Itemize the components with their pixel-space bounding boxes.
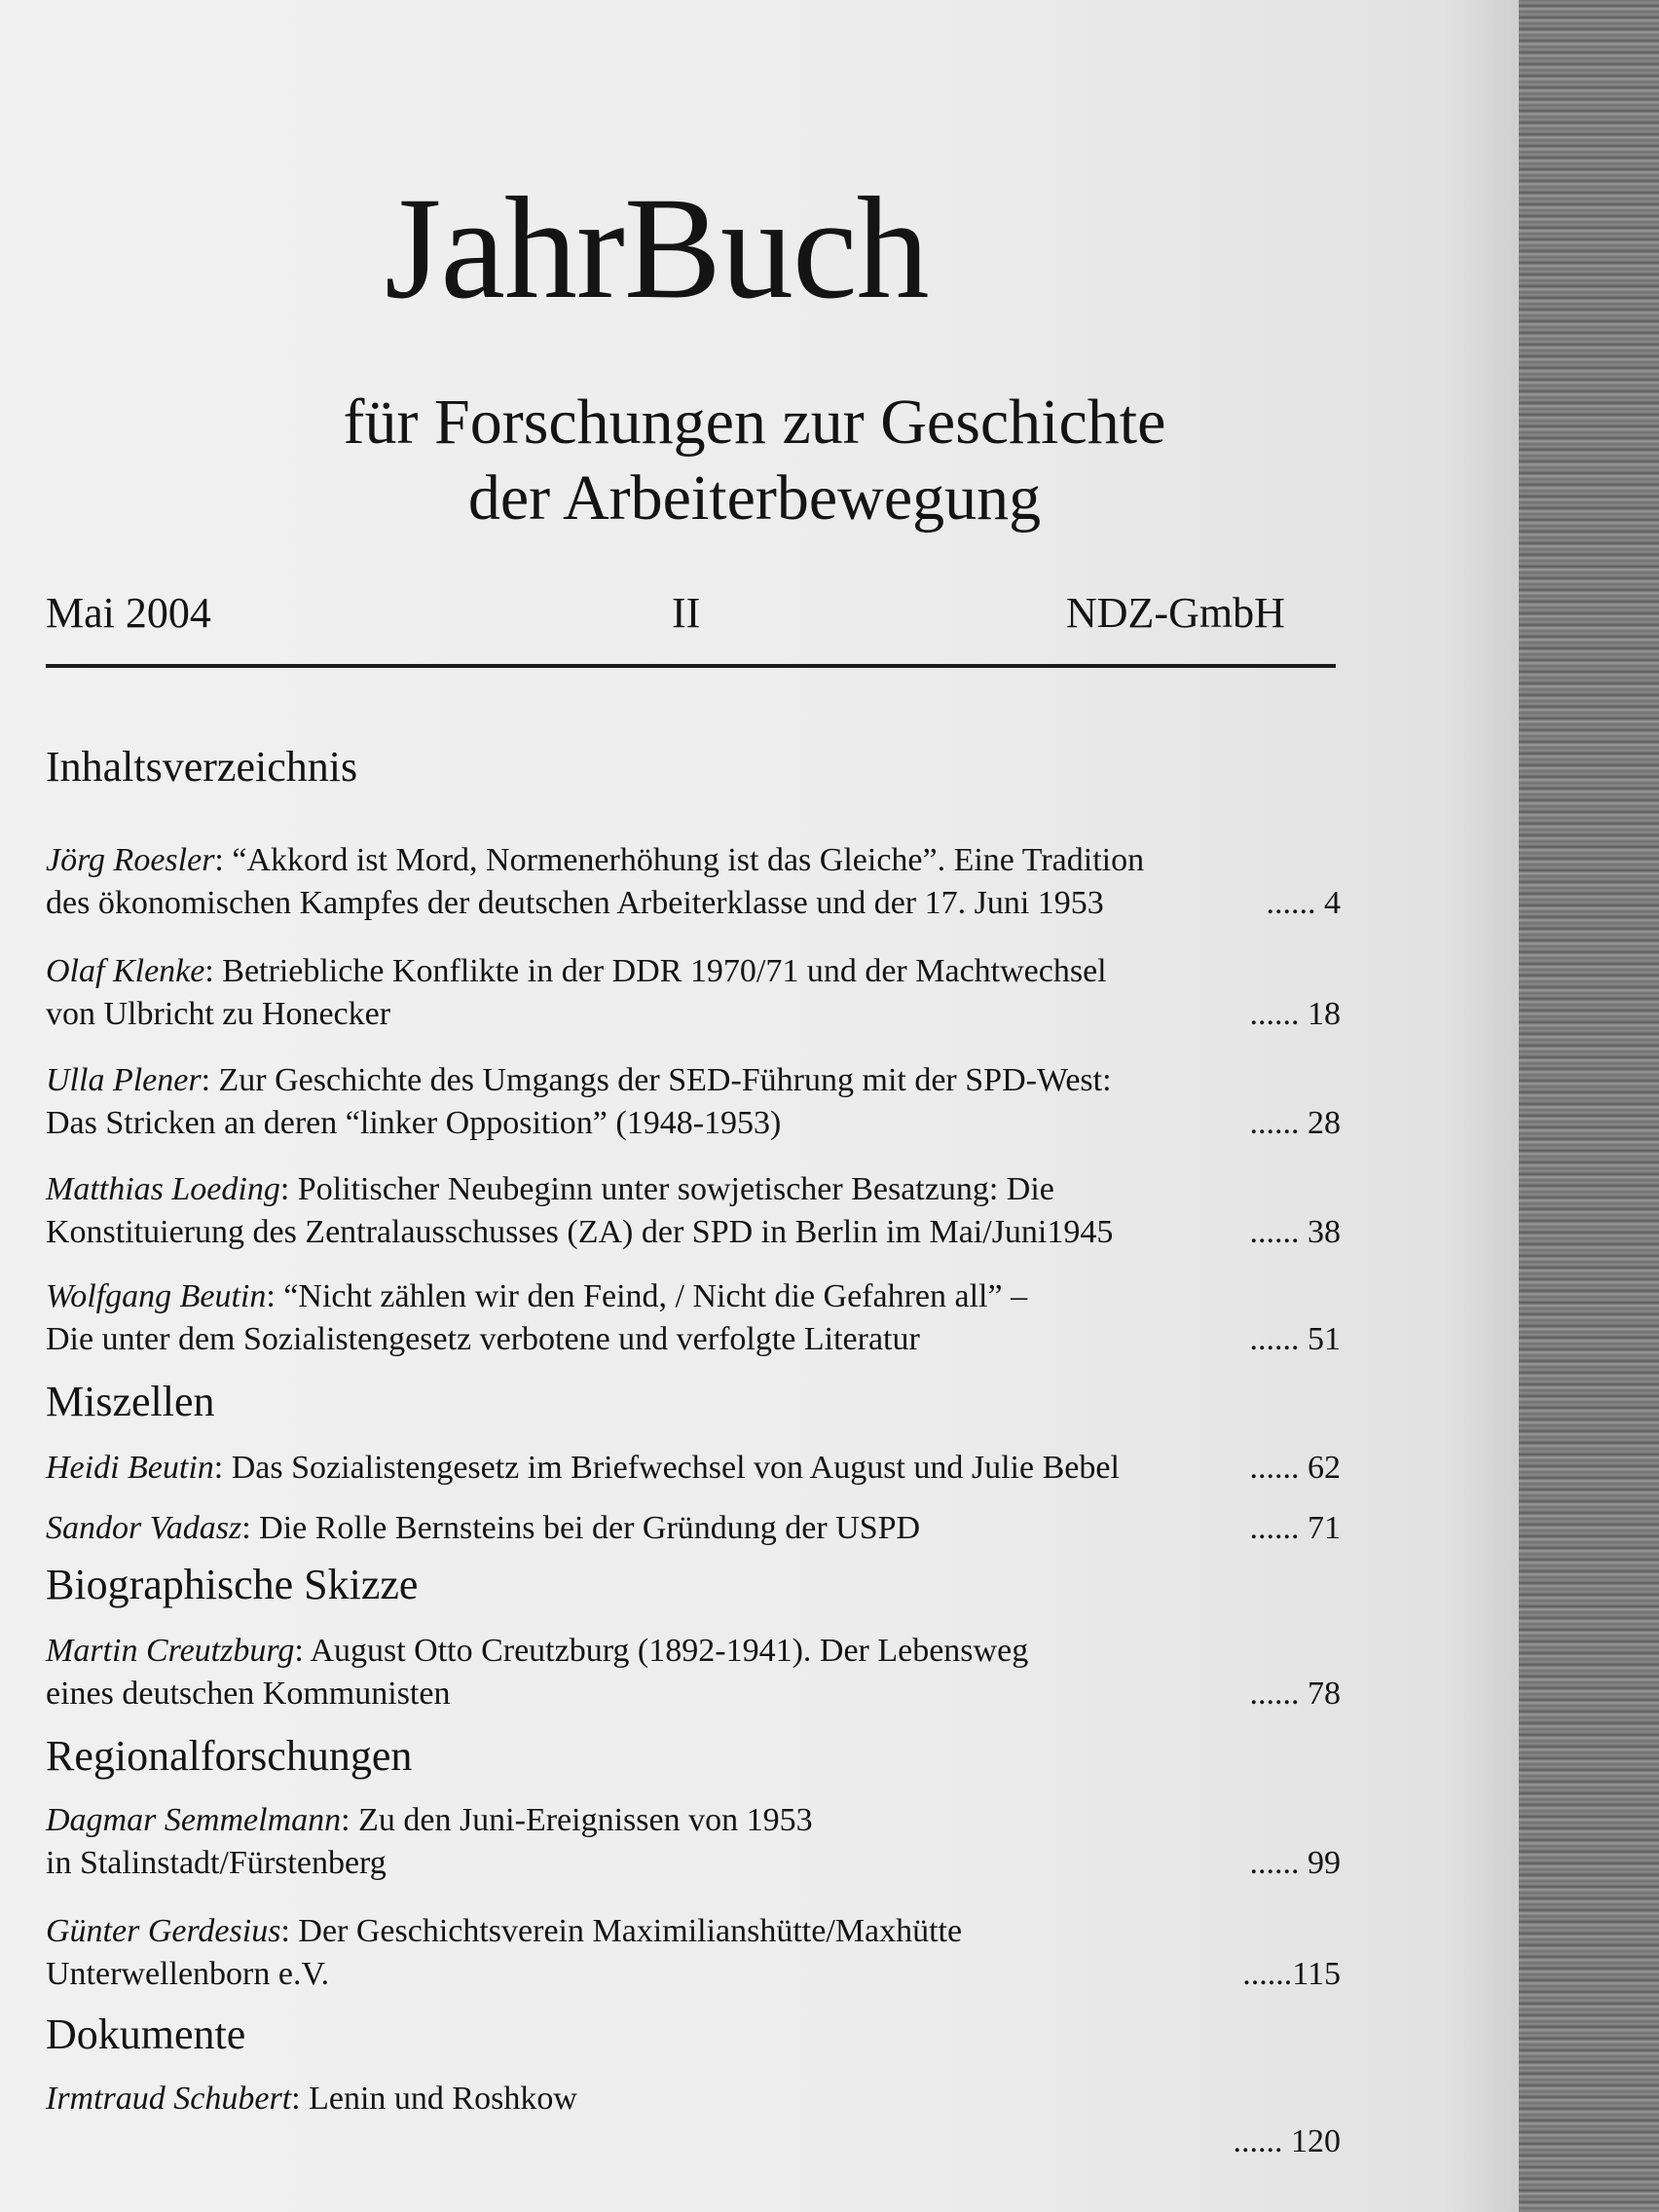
toc-heading: Inhaltsverzeichnis	[46, 743, 358, 791]
toc-entry[interactable]	[46, 839, 1341, 925]
entry-author: Günter Gerdesius	[46, 1913, 281, 1949]
entry-author: Wolfgang Beutin	[46, 1278, 267, 1314]
subtitle-line-2: der Arbeiterbewegung	[467, 462, 1042, 534]
entry-title: : “Akkord ist Mord, Normenerhöhung ist das Gleiche”. Eine Tradition	[214, 842, 1145, 878]
publisher: NDZ-GmbH	[1066, 589, 1285, 637]
entry-page: ...... 71	[1249, 1510, 1341, 1546]
entry-page: ...... 18	[1249, 996, 1341, 1032]
entry-author: Dagmar Semmelmann	[46, 1802, 342, 1838]
entry-author: Matthias Loeding	[46, 1171, 280, 1207]
header-rule	[46, 664, 1336, 668]
entry-page: ...... 78	[1249, 1676, 1341, 1712]
entry-title: : Politischer Neubeginn unter sowjetischer Besatzung: Die	[279, 1171, 1054, 1207]
toc-entry[interactable]	[46, 1447, 1341, 1490]
toc-entry[interactable]	[46, 1059, 1341, 1145]
toc-entry[interactable]	[46, 1630, 1341, 1715]
entry-title: : Der Geschichtsverein Maximilianshütte/Maxhütte	[280, 1913, 963, 1949]
subtitle-line-1: für Forschungen zur Geschichte	[343, 387, 1166, 458]
toc-entry[interactable]	[46, 1910, 1341, 1996]
entry-title-cont: Konstituierung des Zentralausschusses (ZA) der SPD in Berlin im Mai/Juni1945	[46, 1214, 1114, 1250]
entry-author: Olaf Klenke	[46, 953, 205, 989]
entry-author: Irmtraud Schubert	[46, 2081, 292, 2117]
entry-title-cont: Das Stricken an deren “linker Opposition” (1948-1953)	[46, 1105, 782, 1141]
toc-entry[interactable]	[46, 950, 1341, 1036]
entry-title-cont: in Stalinstadt/Fürstenberg	[46, 1845, 387, 1881]
entry-author: Sandor Vadasz	[46, 1510, 242, 1546]
entry-page: ...... 28	[1249, 1105, 1341, 1141]
entry-title: : “Nicht zählen wir den Feind, / Nicht die Gefahren all” –	[266, 1278, 1028, 1314]
entry-title: : Zu den Juni-Ereignissen von 1953	[341, 1802, 813, 1838]
entry-title: : August Otto Creutzburg (1892-1941). Der Lebensweg	[294, 1633, 1029, 1669]
section-heading-regional: Regionalforschungen	[46, 1732, 413, 1780]
entry-author: Jörg Roesler	[46, 842, 215, 878]
entry-page: ...... 62	[1249, 1450, 1341, 1486]
entry-page: ......115	[1242, 1956, 1341, 1992]
section-heading-miszellen: Miszellen	[46, 1378, 215, 1425]
entry-title: : Betriebliche Konflikte in der DDR 1970/71 und der Machtwechsel	[204, 953, 1107, 989]
journal-title: JahrBuch	[385, 167, 929, 329]
journal-subtitle	[0, 385, 1509, 536]
entry-title-cont: Unterwellenborn e.V.	[46, 1956, 330, 1992]
toc-entry[interactable]	[46, 2078, 1341, 2159]
entry-title-cont: von Ulbricht zu Honecker	[46, 996, 391, 1032]
toc-entry[interactable]	[46, 1799, 1341, 1885]
toc-entry[interactable]	[46, 1168, 1341, 1254]
entry-page: ...... 38	[1249, 1214, 1341, 1250]
entry-author: Heidi Beutin	[46, 1450, 214, 1486]
entry-title-cont: des ökonomischen Kampfes der deutschen Arbeiterklasse und der 17. Juni 1953	[46, 885, 1104, 921]
toc-entry[interactable]	[46, 1275, 1341, 1361]
entry-author: Martin Creutzburg	[46, 1633, 295, 1669]
section-heading-skizze: Biographische Skizze	[46, 1561, 419, 1608]
issue-date: Mai 2004	[46, 589, 211, 637]
entry-page: ...... 120	[1233, 2123, 1341, 2159]
entry-title: : Die Rolle Bernsteins bei der Gründung der USPD	[241, 1510, 921, 1546]
page-stack-edge	[1519, 0, 1659, 2212]
entry-page: ...... 99	[1249, 1845, 1341, 1881]
entry-title-cont: eines deutschen Kommunisten	[46, 1676, 451, 1712]
entry-page: ...... 51	[1249, 1321, 1341, 1357]
entry-title-cont: Die unter dem Sozialistengesetz verbotene und verfolgte Literatur	[46, 1321, 920, 1357]
entry-title: : Lenin und Roshkow	[291, 2081, 577, 2117]
entry-page: ...... 4	[1266, 885, 1341, 921]
entry-title: : Zur Geschichte des Umgangs der SED-Führung mit der SPD-West:	[201, 1062, 1112, 1098]
section-heading-dokumente: Dokumente	[46, 2010, 246, 2058]
issue-number: II	[672, 589, 701, 637]
toc-entry[interactable]	[46, 1507, 1341, 1550]
entry-author: Ulla Plener	[46, 1062, 202, 1098]
entry-title: : Das Sozialistengesetz im Briefwechsel von August und Julie Bebel	[213, 1450, 1120, 1486]
